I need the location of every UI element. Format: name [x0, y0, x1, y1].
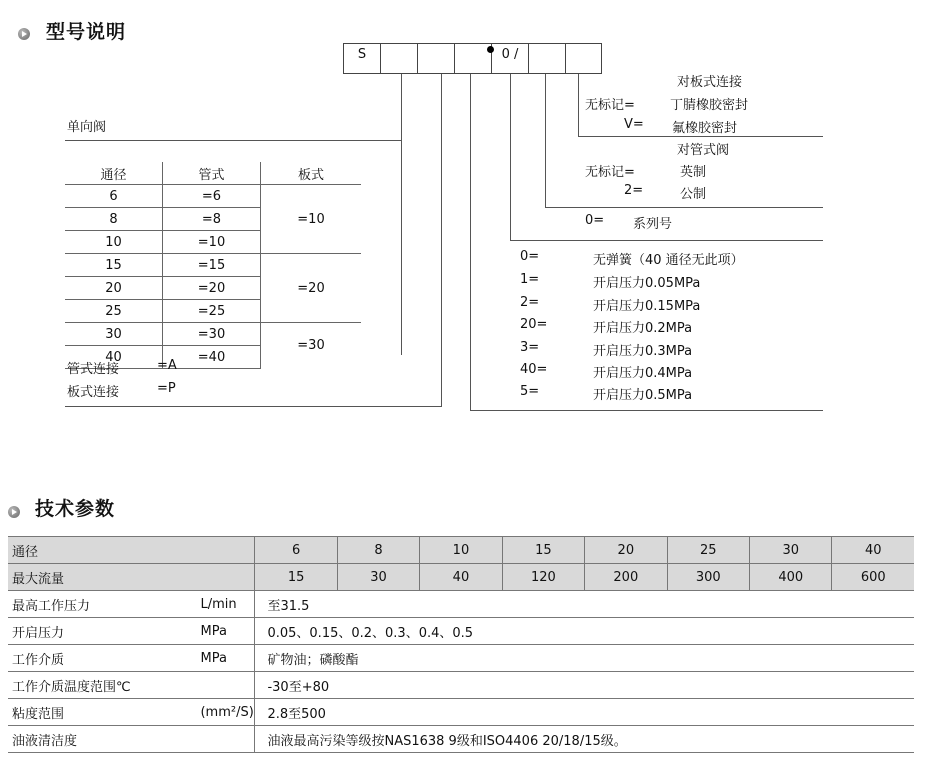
series-desc: 系列号: [633, 217, 673, 232]
seal-code-1: V=: [624, 117, 644, 132]
series-code: 0=: [585, 213, 605, 228]
cell: =30: [261, 323, 362, 369]
row-label-diameter: 通径: [8, 537, 255, 564]
table-row: [8, 564, 914, 591]
connection-plate-label: 板式连接: [67, 385, 120, 400]
cell: 6: [255, 537, 337, 564]
spring-code-4: 3=: [520, 340, 540, 355]
cell: 20: [585, 537, 667, 564]
tech-params-table: [8, 536, 914, 753]
code-box-series: 0 /: [491, 43, 529, 74]
spring-desc-4: 开启压力0.3MPa: [593, 344, 693, 359]
cell: 8: [337, 537, 419, 564]
row-unit: MPa: [200, 645, 254, 672]
cell: =20: [163, 277, 261, 300]
row-unit: [200, 726, 254, 753]
cell: 8: [65, 208, 163, 231]
row-label-flow: 最大流量: [8, 564, 255, 591]
thread-desc-0: 英制: [680, 165, 707, 180]
spring-code-6: 5=: [520, 384, 540, 399]
cell: =30: [163, 323, 261, 346]
row-value: 2.8至500: [255, 699, 914, 726]
spring-desc-2: 开启压力0.15MPa: [593, 299, 701, 314]
row-unit: [200, 672, 254, 699]
row-label: 最高工作压力: [8, 591, 200, 618]
spring-desc-5: 开启压力0.4MPa: [593, 366, 693, 381]
header-plate: 板式: [297, 167, 324, 183]
cell: =6: [163, 185, 261, 208]
row-value: 矿物油；磷酸酯: [255, 645, 914, 672]
row-label: 工作介质温度范围℃: [8, 672, 200, 699]
table-row: [65, 254, 361, 277]
cell: 30: [65, 323, 163, 346]
table-row: [65, 323, 361, 346]
seal-desc-0: 丁腈橡胶密封: [670, 98, 749, 113]
cell: 300: [667, 564, 749, 591]
cell: 120: [502, 564, 584, 591]
code-box-s: S: [343, 43, 381, 74]
row-value: 至31.5: [255, 591, 914, 618]
cell: 20: [65, 277, 163, 300]
section-title-tech: 技术参数: [35, 498, 116, 520]
seal-title: 对板式连接: [677, 75, 743, 90]
section-bullet-icon: [8, 506, 20, 518]
table-row: [8, 618, 914, 645]
cell: =20: [261, 254, 362, 323]
code-box-6: [528, 43, 566, 74]
spring-code-2: 2=: [520, 295, 540, 310]
spring-code-0: 0=: [520, 249, 540, 264]
row-value: 0.05、0.15、0.2、0.3、0.4、0.5: [255, 618, 914, 645]
row-label: 工作介质: [8, 645, 200, 672]
thread-title: 对管式阀: [677, 143, 730, 158]
cell: 40: [832, 537, 914, 564]
spring-code-5: 40=: [520, 362, 548, 377]
cell: 10: [420, 537, 502, 564]
header-diameter: 通径: [65, 162, 163, 185]
section-bullet-icon: [18, 28, 30, 40]
seal-desc-1: 氟橡胶密封: [672, 121, 738, 136]
cell: 200: [585, 564, 667, 591]
row-unit: L/min: [200, 591, 254, 618]
table-row: [8, 645, 914, 672]
row-unit: MPa: [200, 618, 254, 645]
code-box-3: [417, 43, 455, 74]
valve-label: 单向阀: [67, 120, 107, 135]
cell: =8: [163, 208, 261, 231]
size-table-header: [65, 162, 361, 185]
spring-code-3: 20=: [520, 317, 548, 332]
cell: 15: [502, 537, 584, 564]
table-row: [8, 591, 914, 618]
section-title-model: 型号说明: [46, 21, 127, 43]
connection-plate-code: =P: [157, 381, 176, 396]
spring-desc-0: 无弹簧（40 通径无此项）: [593, 253, 744, 268]
cell: 30: [750, 537, 832, 564]
table-row: [8, 672, 914, 699]
thread-desc-1: 公制: [680, 187, 707, 202]
row-label: 油液清洁度: [8, 726, 200, 753]
code-box-2: [380, 43, 418, 74]
table-row: [65, 185, 361, 208]
row-label: 开启压力: [8, 618, 200, 645]
cell: 600: [832, 564, 914, 591]
cell: 6: [65, 185, 163, 208]
table-row: [8, 699, 914, 726]
cell: =25: [163, 300, 261, 323]
spring-desc-1: 开启压力0.05MPa: [593, 276, 701, 291]
row-unit: (mm²/S): [200, 699, 254, 726]
cell: 40: [65, 346, 163, 369]
separator-dot-icon: [487, 46, 494, 53]
spring-code-1: 1=: [520, 272, 540, 287]
cell: 15: [255, 564, 337, 591]
table-row: [8, 726, 914, 753]
cell: =10: [163, 231, 261, 254]
thread-code-0: 无标记=: [585, 165, 635, 180]
seal-code-0: 无标记=: [585, 98, 635, 113]
header-pipe: 管式: [163, 162, 261, 185]
cell: =10: [261, 185, 362, 254]
connection-pipe-code: =A: [157, 358, 177, 373]
row-value: 油液最高污染等级按NAS1638 9级和ISO4406 20/18/15级。: [255, 726, 914, 753]
thread-code-1: 2=: [624, 183, 644, 198]
spring-desc-3: 开启压力0.2MPa: [593, 321, 693, 336]
table-row: [8, 537, 914, 564]
size-table: [65, 162, 361, 369]
spring-desc-6: 开启压力0.5MPa: [593, 388, 693, 403]
cell: 15: [65, 254, 163, 277]
cell: 25: [667, 537, 749, 564]
cell: 30: [337, 564, 419, 591]
code-box-7: [565, 43, 602, 74]
cell: 10: [65, 231, 163, 254]
cell: 25: [65, 300, 163, 323]
cell: 400: [750, 564, 832, 591]
cell: 40: [420, 564, 502, 591]
cell: =40: [163, 346, 261, 369]
row-label: 粘度范围: [8, 699, 200, 726]
row-value: -30至+80: [255, 672, 914, 699]
connection-pipe-label: 管式连接: [67, 362, 120, 377]
cell: =15: [163, 254, 261, 277]
